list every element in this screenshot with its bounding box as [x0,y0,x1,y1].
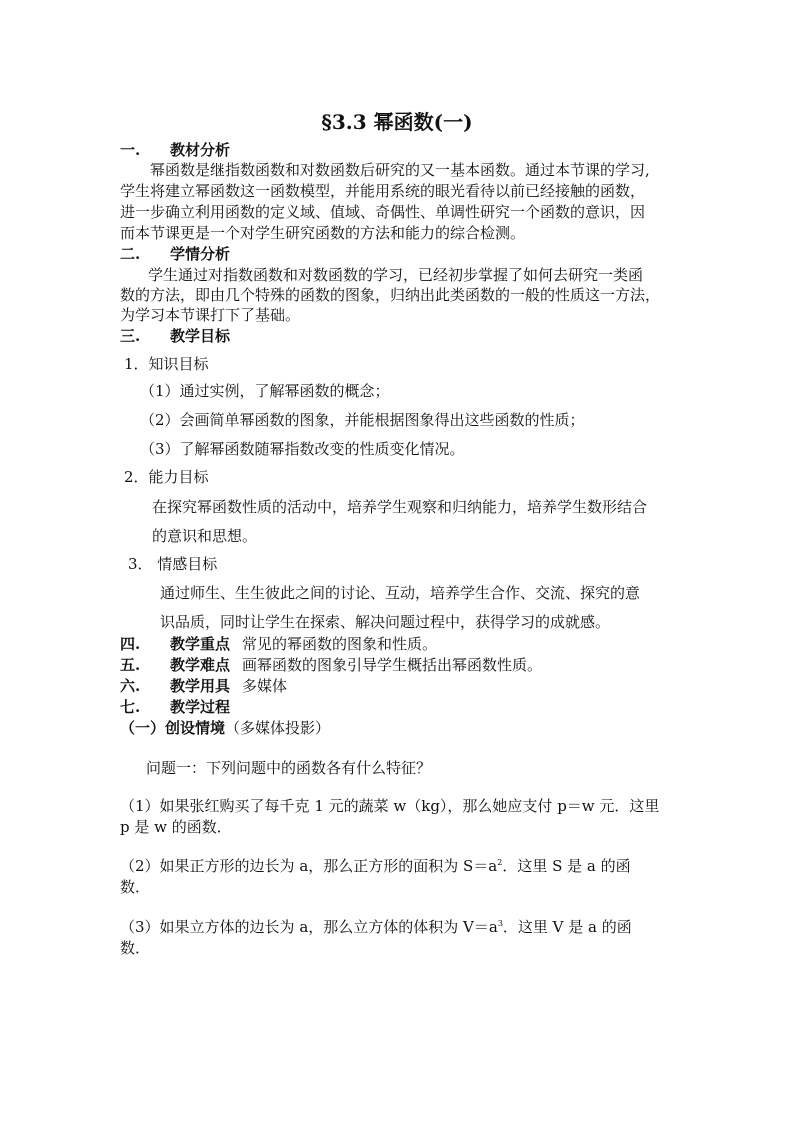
question-text: ．这里 V 是 a 的函 [502,918,632,936]
question-text: （2）如果正方形的边长为 a，那么正方形的面积为 S＝a [120,857,498,875]
section-3-header [120,326,230,346]
paragraph-line: 而本节课更是一个对学生研究函数的方法和能力的综合检测。 [120,224,526,242]
section-number: 四. [120,635,141,653]
section-number: 三. [120,327,141,345]
section-text: 多媒体 [242,677,288,695]
subheading-note: （多媒体投影） [225,719,331,737]
goal-knowledge: 1．知识目标 [124,355,209,373]
question-text: ．这里 S 是 a 的函 [502,857,631,875]
paragraph-line: 幂函数是继指数函数和对数函数后研究的又一基本函数。通过本节课的学习, [150,161,650,179]
section-5-header [120,655,542,675]
question-item-2-cont: 数． [120,878,151,896]
exponent: 2 [497,858,503,867]
section-number: 五. [120,656,141,674]
process-subheading [120,718,330,738]
section-heading: 教学用具 [170,677,231,695]
paragraph-line: 进一步确立利用函数的定义域、值域、奇偶性、单调性研究一个函数的意识，因 [120,203,646,221]
question-one: 问题一：下列问题中的函数各有什么特征？ [146,759,432,777]
page-title: §3.3 幂函数(一) [321,110,473,134]
section-text: 画幂函数的图象引导学生概括出幂函数性质。 [242,656,543,674]
paragraph-line: 识品质，同时让学生在探索、解决问题过程中，获得学习的成就感。 [160,613,611,631]
paragraph-line: 通过师生、生生彼此之间的讨论、互动，培养学生合作、交流、探究的意 [160,584,641,602]
question-item-3-cont: 数． [120,939,151,957]
question-item-3 [120,917,632,937]
question-item-2 [120,856,631,876]
section-heading: 学情分析 [170,245,231,263]
goal-ability: 2．能力目标 [124,468,209,486]
goal-item: （2）会画简单幂函数的图象，并能根据图象得出这些函数的性质； [140,411,585,429]
subheading-text: （一）创设情境 [120,719,226,737]
section-heading: 教学重点 [170,635,231,653]
section-6-header [120,676,287,696]
question-item-1-cont: p 是 w 的函数． [120,818,232,836]
question-text: （3）如果立方体的边长为 a，那么立方体的体积为 V＝a [120,918,498,936]
paragraph-line: 在探究幂函数性质的活动中，培养学生观察和归纳能力，培养学生数形结合 [152,498,648,516]
section-number: 一. [120,141,141,159]
paragraph-line: 学生将建立幂函数这一函数模型，并能用系统的眼光看待以前已经接触的函数， [120,182,646,200]
section-4-header [120,634,437,654]
section-heading: 教学过程 [170,698,231,716]
section-number: 二. [120,245,141,263]
question-item-1: （1）如果张红购买了每千克 1 元的蔬菜 w（kg），那么她应支付 p＝w 元．这里 [120,797,660,815]
paragraph-line: 的意识和思想。 [152,527,258,545]
section-text: 常见的幂函数的图象和性质。 [242,635,438,653]
section-heading: 教材分析 [170,141,231,159]
section-2-header [120,244,230,264]
section-1-header [120,140,230,160]
section-heading: 教学目标 [170,327,231,345]
goal-item: （1）通过实例，了解幂函数的概念； [140,382,390,400]
section-7-header [120,697,230,717]
goal-item: （3）了解幂函数随幂指数改变的性质变化情况。 [140,440,465,458]
paragraph-line: 为学习本节课打下了基础。 [120,306,301,324]
section-number: 七. [120,698,141,716]
paragraph-line: 学生通过对指数函数和对数函数的学习，已经初步掌握了如何去研究一类函 [148,266,644,284]
exponent: 3 [497,919,503,928]
section-number: 六. [120,677,141,695]
paragraph-line: 数的方法，即由几个特殊的函数的图象，归纳出此类函数的一般的性质这一方法， [120,286,661,304]
section-heading: 教学难点 [170,656,231,674]
goal-emotion: 3． 情感目标 [128,555,218,573]
